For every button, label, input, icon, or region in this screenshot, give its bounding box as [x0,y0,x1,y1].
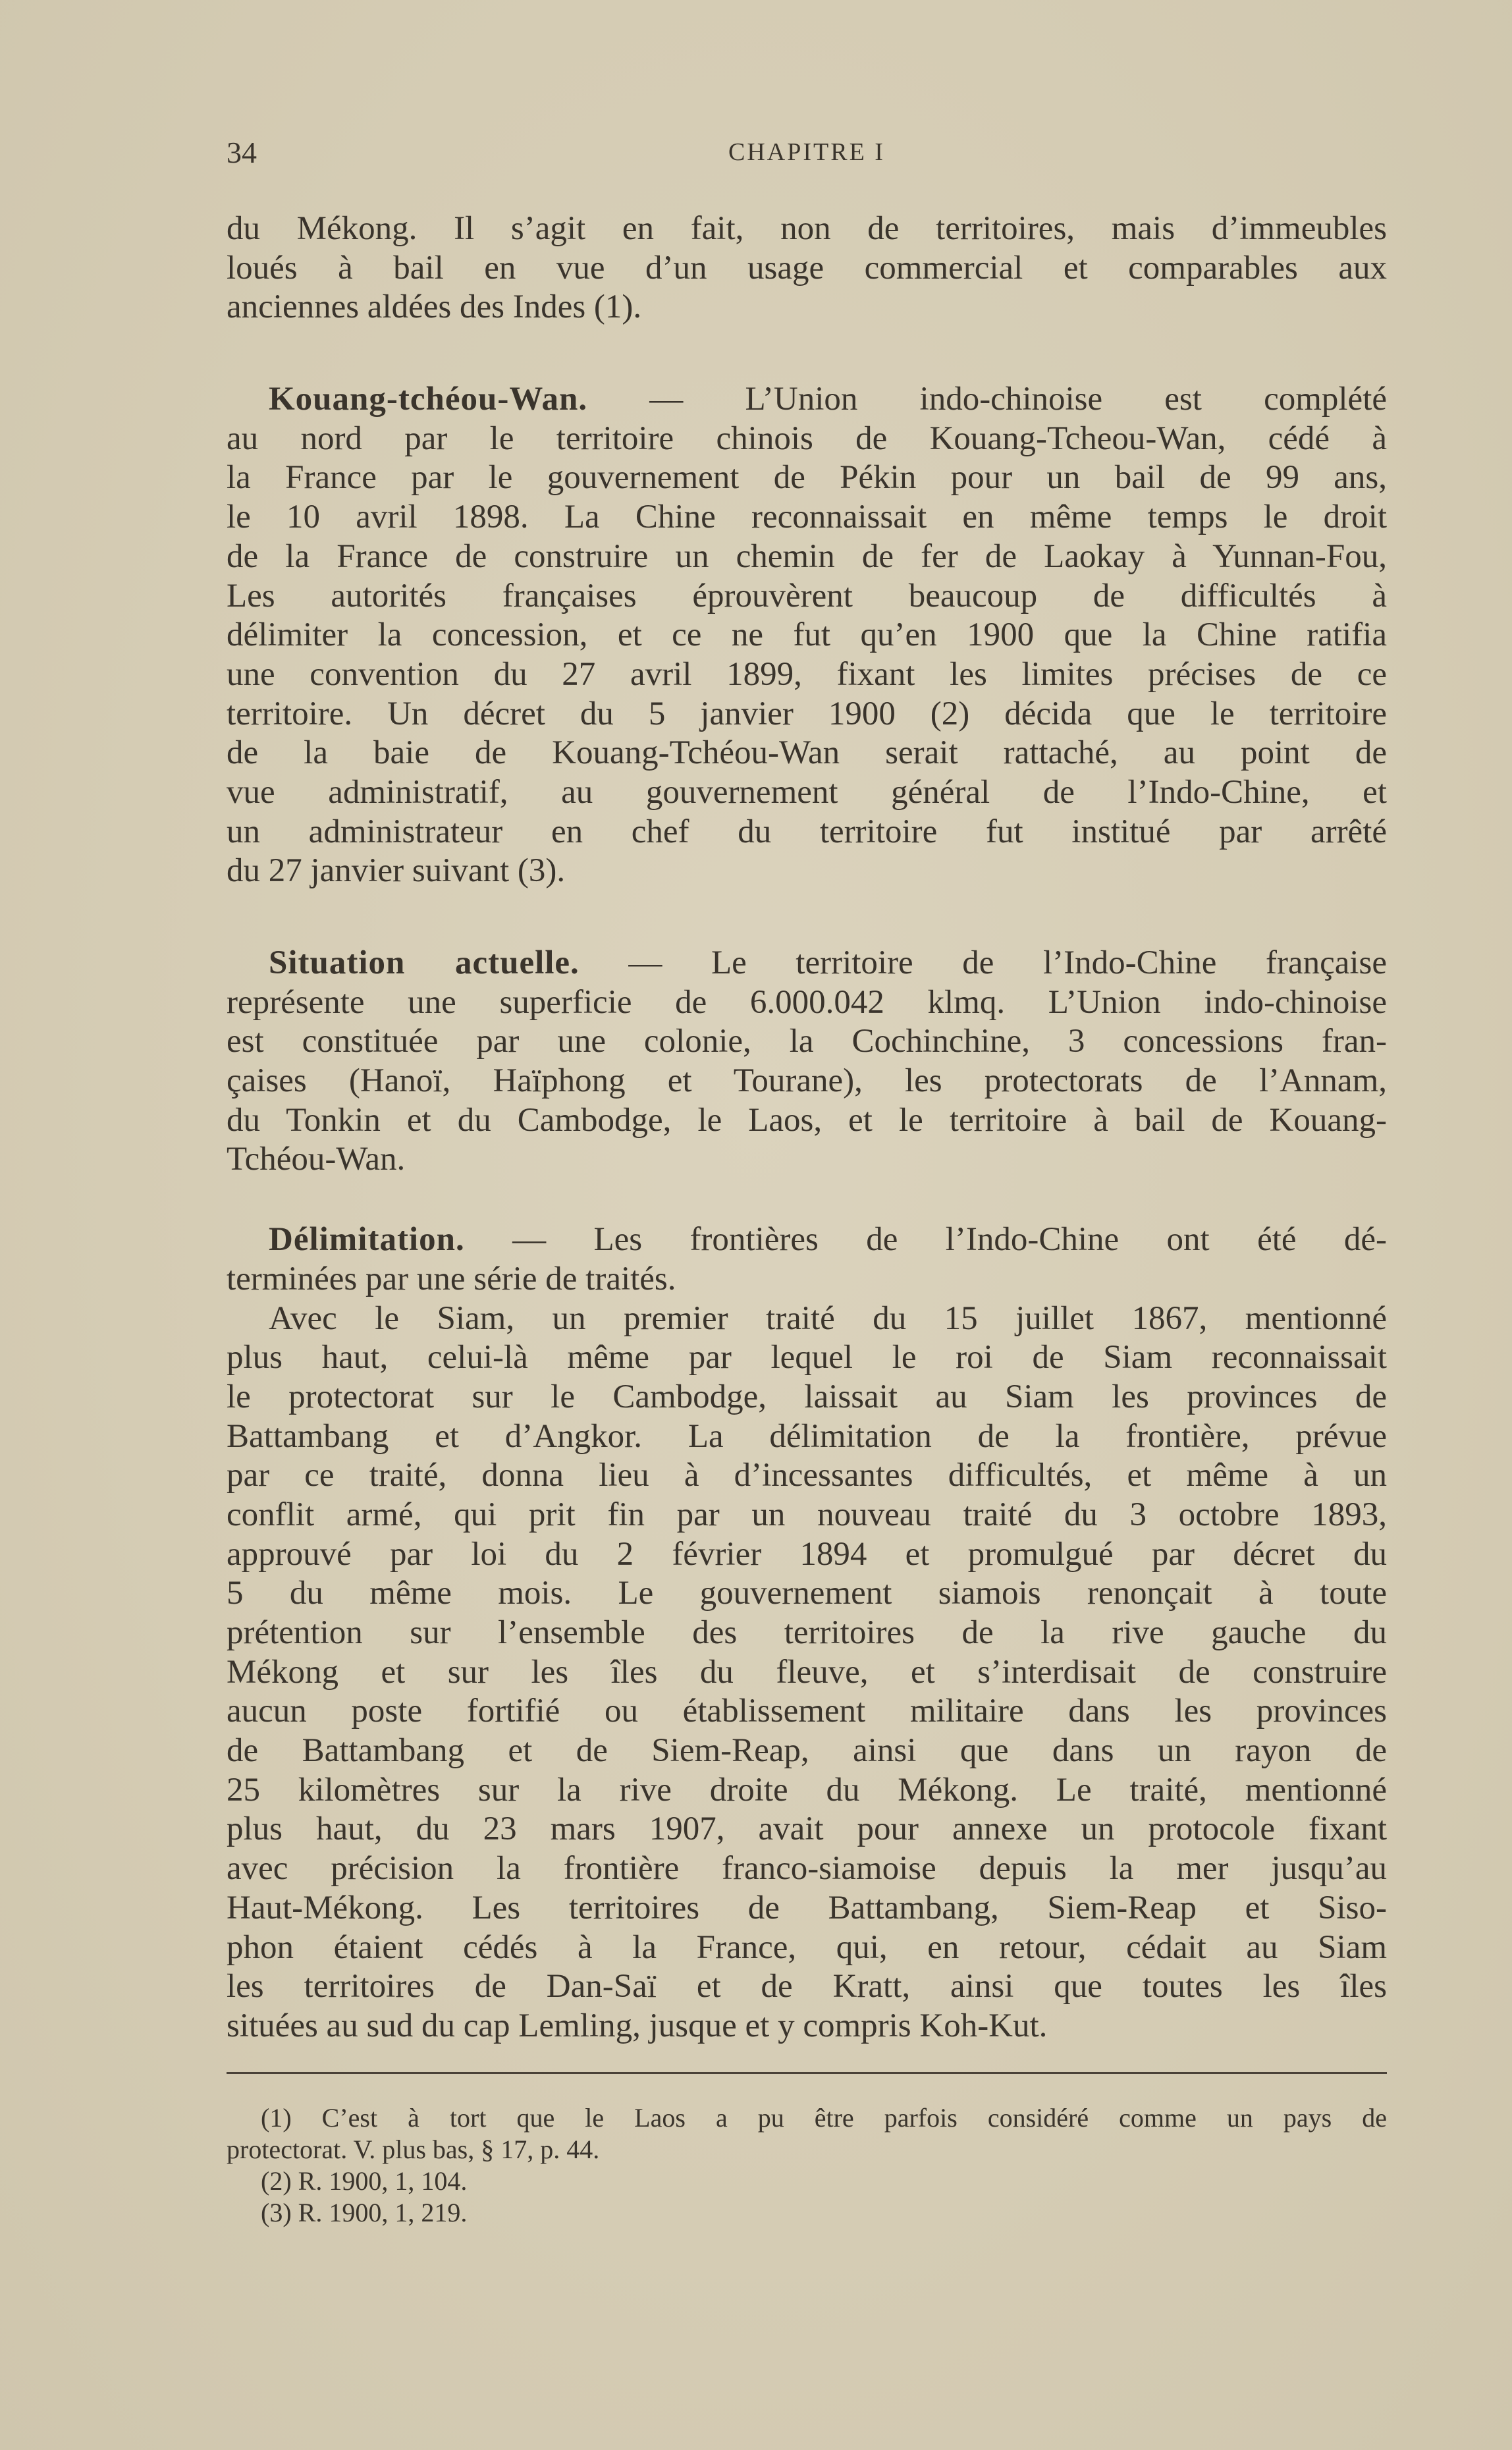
line-text: terminées par une série de traités. [227,1260,676,1297]
line-text: prétention sur l’ensemble des territoires de la rive gauche du [227,1614,1387,1651]
text-line [227,983,1387,1023]
text-line [227,655,1387,695]
line-text: avec précision la frontière franco-siamoise depuis la mer jusqu’au [227,1850,1387,1888]
footnotes [227,2102,1387,2229]
text-line [227,288,1387,327]
text-line [227,695,1387,734]
text-line [227,380,1387,420]
text-line [227,734,1387,773]
section-heading: Kouang-tchéou-Wan. [269,381,588,418]
text-line [227,537,1387,577]
line-text: — L’Union indo-chinoise est complété [587,381,1387,418]
text-line [227,1220,1387,1260]
line-text: conflit armé, qui prit fin par un nouveau traité du 3 octobre 1893, [227,1496,1387,1533]
text-line [227,1062,1387,1101]
text-line [227,498,1387,537]
line-text: vue administratif, au gouvernement général de l’Indo-Chine, et [227,773,1387,811]
text-line [227,1456,1387,1496]
line-text: Tchéou-Wan. [227,1141,406,1178]
text-line [227,1928,1387,1968]
text-line [227,1260,1387,1299]
line-text: phon étaient cédés à la France, qui, en retour, cédait au Siam [227,1928,1387,1966]
text-line [227,773,1387,813]
text-line [227,209,1387,249]
line-text: Battambang et d’Angkor. La délimitation de la frontière, prévue [227,1417,1387,1455]
line-text: une convention du 27 avril 1899, fixant les limites précises de ce [227,655,1387,693]
line-text: — Le territoire de l’Indo-Chine française [579,944,1387,981]
paragraph [227,944,1387,1180]
line-text: — Les frontières de l’Indo-Chine ont été dé- [464,1221,1387,1259]
text-line [227,1417,1387,1457]
line-text: le 10 avril 1898. La Chine reconnaissait en même temps le droit [227,499,1387,536]
footnote-1-continued: protectorat. V. plus bas, § 17, p. 44. [227,2135,600,2164]
line-text: de la baie de Kouang-Tchéou-Wan serait rattaché, au point de [227,734,1387,772]
line-text: les territoires de Dan-Saï et de Kratt, ainsi que toutes les îles [227,1968,1387,2005]
line-text: au nord par le territoire chinois de Kouang-Tcheou-Wan, cédé à [227,420,1387,457]
text-line [227,1535,1387,1575]
footnote-3: (3) R. 1900, 1, 219. [261,2198,468,2227]
line-text: loués à bail en vue d’un usage commercial et comparables aux [227,249,1387,286]
line-text: aucun poste fortifié ou établissement militaire dans les provinces [227,1693,1387,1730]
text-line [227,1496,1387,1535]
paragraph [227,1299,1387,2046]
text-line [227,1140,1387,1180]
text-line [227,1731,1387,1771]
text-line [227,616,1387,655]
line-text: plus haut, celui-là même par lequel le roi de Siam reconnaissait [227,1339,1387,1376]
body-text [227,209,1387,2046]
section-heading: Situation actuelle. [269,944,580,981]
text-line [227,1101,1387,1141]
paragraph [227,209,1387,327]
page-number: 34 [227,136,257,169]
line-text: plus haut, du 23 mars 1907, avait pour annexe un protocole fixant [227,1810,1387,1848]
running-header [227,135,1387,175]
footnote-1: (1) C’est à tort que le Laos a pu être parfois considéré comme un pays de [261,2103,1387,2133]
text-line [227,1574,1387,1614]
text-line [227,1810,1387,1849]
line-text: Mékong et sur les îles du fleuve, et s’interdisait de construire [227,1653,1387,1691]
text-line [227,1967,1387,2007]
line-text: approuvé par loi du 2 février 1894 et promulgué par décret du [227,1535,1387,1573]
line-text: représente une superficie de 6.000.042 klmq. L’Union indo-chinoise [227,983,1387,1021]
section-heading: Délimitation. [269,1221,465,1259]
line-text: 25 kilomètres sur la rive droite du Mékong. Le traité, mentionné [227,1771,1387,1809]
text-line [227,852,1387,891]
text-line [227,1614,1387,1653]
text-line [227,458,1387,498]
line-text: la France par le gouvernement de Pékin pour un bail de 99 ans, [227,459,1387,497]
footnote-2: (2) R. 1900, 1, 104. [261,2166,468,2196]
line-text: Avec le Siam, un premier traité du 15 juillet 1867, mentionné [269,1299,1387,1337]
line-text: Haut-Mékong. Les territoires de Battambang, Siem-Reap et Siso- [227,1889,1387,1926]
line-text: çaises (Hanoï, Haïphong et Tourane), les protectorats de l’Annam, [227,1062,1387,1100]
chapter-title: CHAPITRE I [728,138,885,166]
text-line [227,420,1387,459]
line-text: délimiter la concession, et ce ne fut qu’en 1900 que la Chine ratifia [227,616,1387,654]
paragraph [227,380,1387,891]
line-text: du Mékong. Il s’agit en fait, non de territoires, mais d’immeubles [227,210,1387,247]
line-text: anciennes aldées des Indes (1). [227,288,642,326]
line-text: territoire. Un décret du 5 janvier 1900 (2) décida que le territoire [227,695,1387,732]
line-text: de la France de construire un chemin de fer de Laokay à Yunnan-Fou, [227,537,1387,575]
text-line [227,1889,1387,1928]
line-text: Les autorités françaises éprouvèrent beaucoup de difficultés à [227,577,1387,614]
text-line [227,1653,1387,1693]
text-line [227,1849,1387,1889]
text-line [227,1338,1387,1378]
line-text: du Tonkin et du Cambodge, le Laos, et le territoire à bail de Kouang- [227,1101,1387,1139]
text-line [227,2007,1387,2046]
text-line [227,577,1387,616]
line-text: de Battambang et de Siem-Reap, ainsi que dans un rayon de [227,1732,1387,1770]
text-line [227,249,1387,288]
text-line [227,1692,1387,1731]
line-text: situées au sud du cap Lemling, jusque et y compris Koh-Kut. [227,2007,1048,2044]
line-text: 5 du même mois. Le gouvernement siamois renonçait à toute [227,1575,1387,1612]
text-line [227,1771,1387,1810]
text-line [227,813,1387,852]
paragraph [227,1220,1387,1299]
line-text: du 27 janvier suivant (3). [227,852,566,890]
text-line [227,1022,1387,1062]
text-line [227,944,1387,983]
line-text: est constituée par une colonie, la Cochinchine, 3 concessions fran- [227,1023,1387,1060]
line-text: un administrateur en chef du territoire fut institué par arrêté [227,813,1387,850]
footnote-divider [227,2072,1387,2074]
text-line [227,1378,1387,1417]
line-text: le protectorat sur le Cambodge, laissait au Siam les provinces de [227,1378,1387,1415]
text-line [227,1299,1387,1339]
line-text: par ce traité, donna lieu à d’incessantes difficultés, et même à un [227,1457,1387,1494]
